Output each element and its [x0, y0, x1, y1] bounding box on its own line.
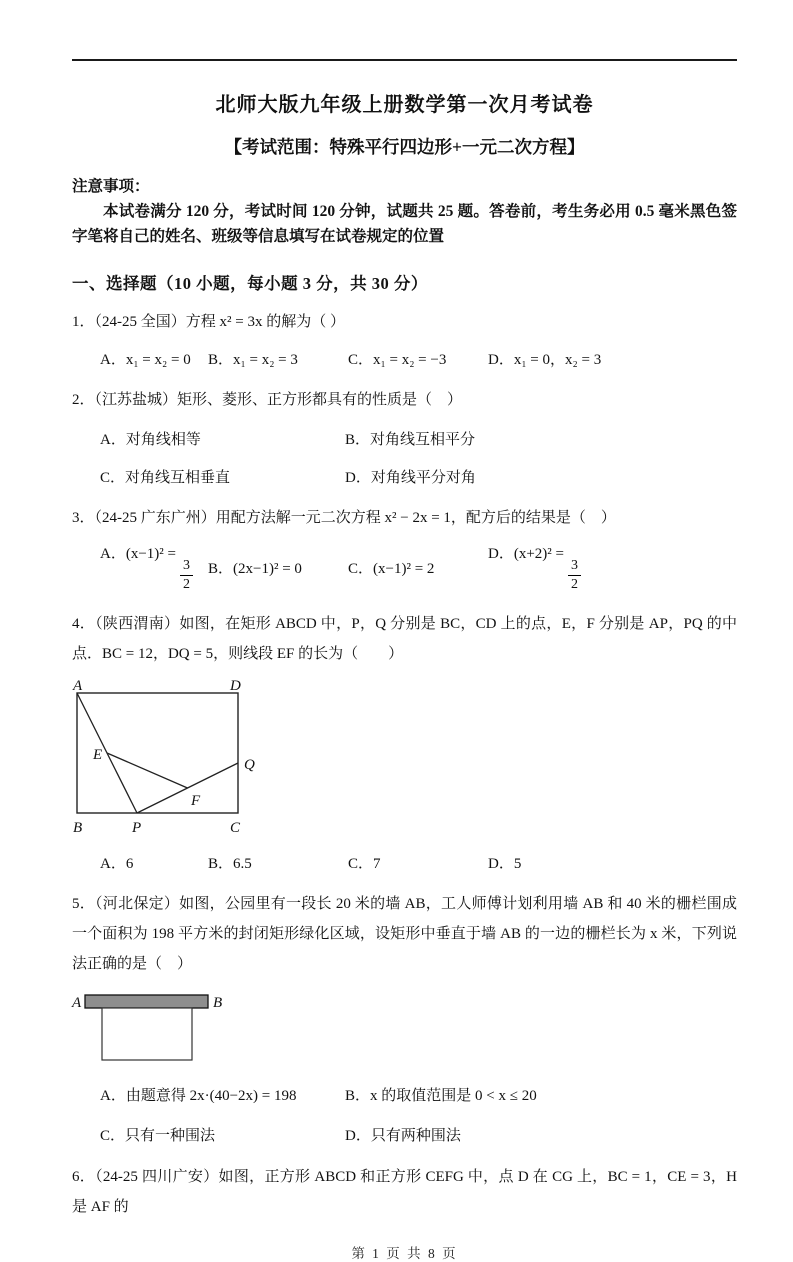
question-1-options [72, 348, 737, 369]
option-d: D．x₁ = 0，x₂ = 3 [488, 352, 602, 368]
question-1-stem: 1．（24-25 全国）方程 x² = 3x 的解为（ ） [72, 314, 345, 330]
wall-label-b: B [213, 995, 223, 1012]
option-a: A．(x−1)² = $\frac{3}{2}$ [100, 542, 208, 593]
question-2 [72, 385, 737, 487]
exam-scope-subtitle: 【考试范围：特殊平行四边形+一元二次方程】 [224, 137, 585, 157]
question-5-stem: 5．（河北保定）如图，公园里有一段长 20 米的墙 AB，工人师傅计划利用墙 AB 和 40 米的栅栏围成一个面积为 198 平方米的封闭矩形绿化区域，设矩形中垂直于墙 AB 的一边的栅栏长为 x 米，下列说法正确的是（ ） [72, 896, 737, 973]
option-a: A．x₁ = x₂ = 0 [100, 352, 191, 368]
vertex-label-c: C [230, 820, 241, 837]
option-c: C．对角线互相垂直 [100, 470, 231, 486]
question-2-options [72, 428, 737, 487]
vertex-label-b: B [73, 820, 83, 837]
page-title: 北师大版九年级上册数学第一次月考试卷 [215, 94, 594, 116]
question-4 [72, 609, 737, 873]
question-1 [72, 307, 737, 369]
option-b: B．(2x−1)² = 0 [208, 561, 302, 578]
question-4-stem: 4．（陕西渭南）如图，在矩形 ABCD 中，P，Q 分别是 BC，CD 上的点，E，F 分别是 AP，PQ 的中点．BC = 12，DQ = 5，则线段 EF 的长为（ ） [72, 616, 737, 663]
fraction: $\frac{3}{2}$ [180, 558, 193, 593]
option-a: A．由题意得 2x·(40−2x) = 198 [100, 1088, 297, 1105]
option-d: D．(x+2)² = $\frac{3}{2}$ [488, 542, 737, 593]
option-b: B．x 的取值范围是 0 < x ≤ 20 [345, 1088, 537, 1105]
option-c: C．只有一种围法 [100, 1128, 216, 1145]
question-4-options [72, 852, 737, 873]
option-a: A．6 [100, 856, 134, 873]
option-a: A．对角线相等 [100, 432, 201, 448]
question-5 [72, 889, 737, 1145]
header-rule [72, 59, 737, 61]
option-b: B．对角线互相平分 [345, 432, 476, 448]
question-3-stem: 3．（24-25 广东广州）用配方法解一元二次方程 x² − 2x = 1，配方后的结果是（ ） [72, 510, 616, 526]
question-5-options [72, 1084, 737, 1145]
rectangle-abcd-figure [72, 677, 322, 841]
fraction: $\frac{3}{2}$ [568, 558, 581, 593]
point-label-f: F [191, 793, 201, 810]
option-b: B．6.5 [208, 856, 252, 873]
question-3 [72, 503, 737, 593]
option-d: D．5 [488, 856, 522, 873]
option-b: B．x₁ = x₂ = 3 [208, 352, 298, 368]
point-label-e: E [93, 747, 103, 764]
option-c: C．x₁ = x₂ = −3 [348, 352, 447, 368]
question-6-stem: 6．（24-25 四川广安）如图，正方形 ABCD 和正方形 CEFG 中，点 D 在 CG 上，BC = 1，CE = 3，H 是 AF 的 [72, 1169, 737, 1216]
point-label-p: P [132, 820, 142, 837]
point-label-q: Q [244, 757, 255, 774]
option-d: D．只有两种围法 [345, 1128, 461, 1145]
option-c: C．7 [348, 856, 381, 873]
question-3-options [72, 542, 737, 593]
wall-fence-figure [72, 991, 302, 1065]
option-c: C．(x−1)² = 2 [348, 561, 435, 578]
option-d: D．对角线平分对角 [345, 470, 476, 486]
vertex-label-d: D [230, 678, 241, 695]
notice-label: 注意事项： [72, 178, 150, 195]
question-2-stem: 2．（江苏盐城）矩形、菱形、正方形都具有的性质是（ ） [72, 392, 463, 408]
page-number-footer: 第 1 页 共 8 页 [351, 1246, 458, 1262]
question-5-figure [72, 991, 737, 1070]
question-4-figure [72, 677, 737, 846]
notice-text: 本试卷满分 120 分，考试时间 120 分钟，试题共 25 题。答卷前，考生务必用 0.5 毫米黑色签字笔将自己的姓名、班级等信息填写在试卷规定的位置 [72, 203, 737, 245]
question-6 [72, 1162, 737, 1222]
section-heading-choice: 一、选择题（10 小题，每小题 3 分，共 30 分） [72, 274, 428, 293]
wall-label-a: A [72, 995, 82, 1012]
vertex-label-a: A [73, 678, 83, 695]
